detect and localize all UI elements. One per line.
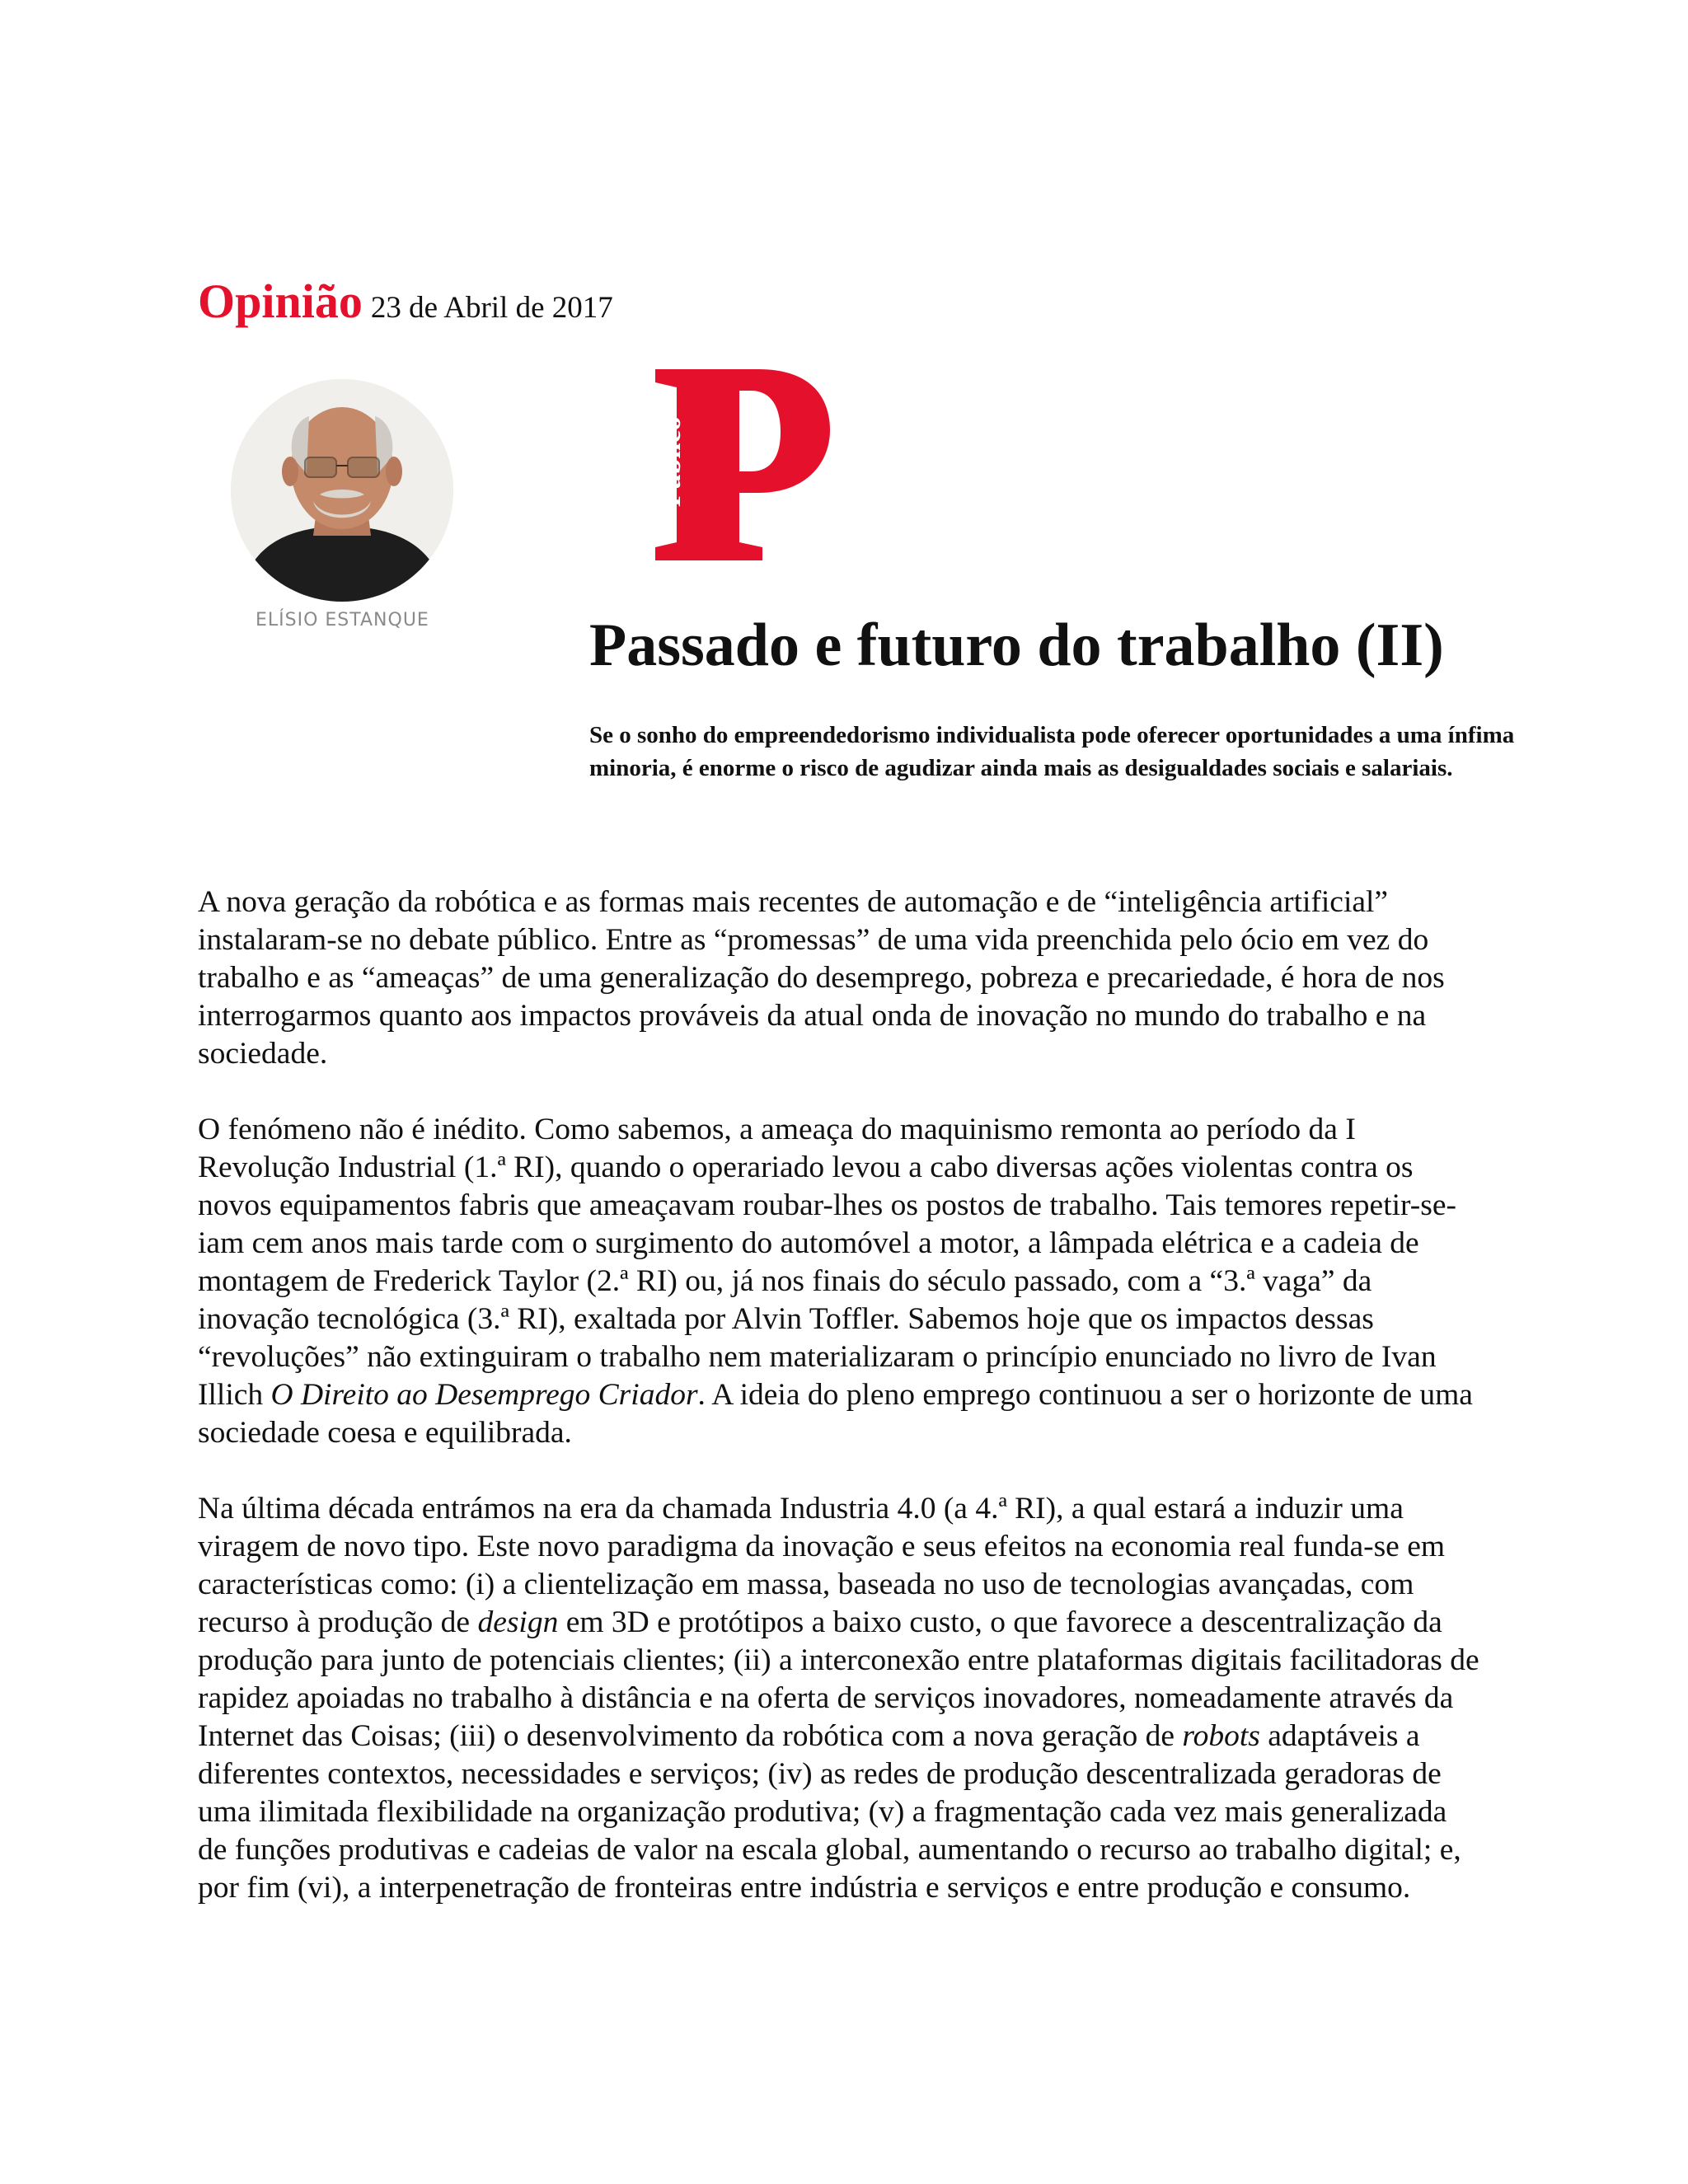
paragraph-3-text-a: Na última década entrámos na era da chamada Industria 4.0 (a 4.ª RI), a qual estará a induzir uma viragem de novo tipo. Este novo paradigma da inovação e seus efeitos na economia real funda-se em características como: (i) a clientelização em massa, baseada no uso de tecnologias avançadas, com recurso à produção de xyxy=(198,1492,1446,1639)
paragraph-3-text-b: em 3D e protótipos a baixo custo, o que favorece a descentralização da produção para junto de potenciais clientes; (ii) a interconexão entre plataformas digitais facilitadoras de rapidez apoiadas no trabalho à distância e na oferta de serviços inovadores, nomeadamente através da Internet das Coisas; (iii) o desenvolvimento da robótica com a nova geração de xyxy=(198,1605,1479,1753)
paragraph-2-text-a: O fenómeno não é inédito. Como sabemos, a ameaça do maquinismo remonta ao período da I Revolução Industrial (1.ª RI), quando o operariado levou a cabo diversas ações violentas contra os novos equipamentos fabris que ameaçavam roubar-lhes os postos de trabalho. Tais temores repetir-se-iam cem anos mais tarde com o surgimento do automóvel a motor, a lâmpada elétrica e a cadeia de montagem de Frederick Taylor (2.ª RI) ou, já nos finais do século passado, com a “3.ª vaga” da inovação tecnológica (3.ª RI), exaltada por Alvin Toffler. Sabemos hoje que os impactos dessas “revoluções” não extinguiram o trabalho nem materializaram o princípio enunciado no livro de Ivan Illich xyxy=(198,1113,1456,1412)
paragraph-3 xyxy=(198,1490,1484,1907)
paragraph-2-text-b: . A ideia do pleno emprego continuou a ser o horizonte de uma sociedade coesa e equilibrada. xyxy=(198,1378,1473,1450)
article-title: Passado e futuro do trabalho (II) xyxy=(589,612,1444,679)
article-lead: Se o sonho do empreendedorismo individualista pode oferecer oportunidades a uma ínfima minoria, é enorme o risco de agudizar ainda mais as desigualdades sociais e salariais. xyxy=(589,722,1515,781)
paragraph-1: A nova geração da robótica e as formas mais recentes de automação e de “inteligência artificial” instalaram-se no debate público. Entre as “promessas” de uma vida preenchida pelo ócio em vez do trabalho e as “ameaças” de uma generalização do desemprego, pobreza e precariedade, é hora de nos interrogarmos quanto aos impactos prováveis da atual onda de inovação no mundo do trabalho e na sociedade. xyxy=(198,885,1445,1071)
publication-date: 23 de Abril de 2017 xyxy=(370,291,613,325)
robots-term: robots xyxy=(1182,1719,1260,1753)
author-name: ELÍSIO ESTANQUE xyxy=(256,610,429,630)
book-title: O Direito ao Desemprego Criador xyxy=(270,1378,698,1412)
article-body xyxy=(198,883,1484,1945)
author-portrait-icon xyxy=(231,379,453,602)
design-term: design xyxy=(477,1605,559,1639)
paragraph-3-text-c: adaptáveis a diferentes contextos, necessidades e serviços; (iv) as redes de produção descentralizada geradoras de uma ilimitada flexibilidade na organização produtiva; (v) a fragmentação cada vez mais generalizada de funções produtivas e cadeias de valor na escala global, aumentando o recurso ao trabalho digital; e, por fim (vi), a interpenetração de fronteiras entre indústria e serviços e entre produção e consumo. xyxy=(198,1719,1461,1905)
paragraph-2 xyxy=(198,1111,1484,1452)
article-header xyxy=(198,272,613,338)
section-label: Opinião xyxy=(198,274,363,328)
publico-logo-wordmark: Público xyxy=(656,416,687,507)
